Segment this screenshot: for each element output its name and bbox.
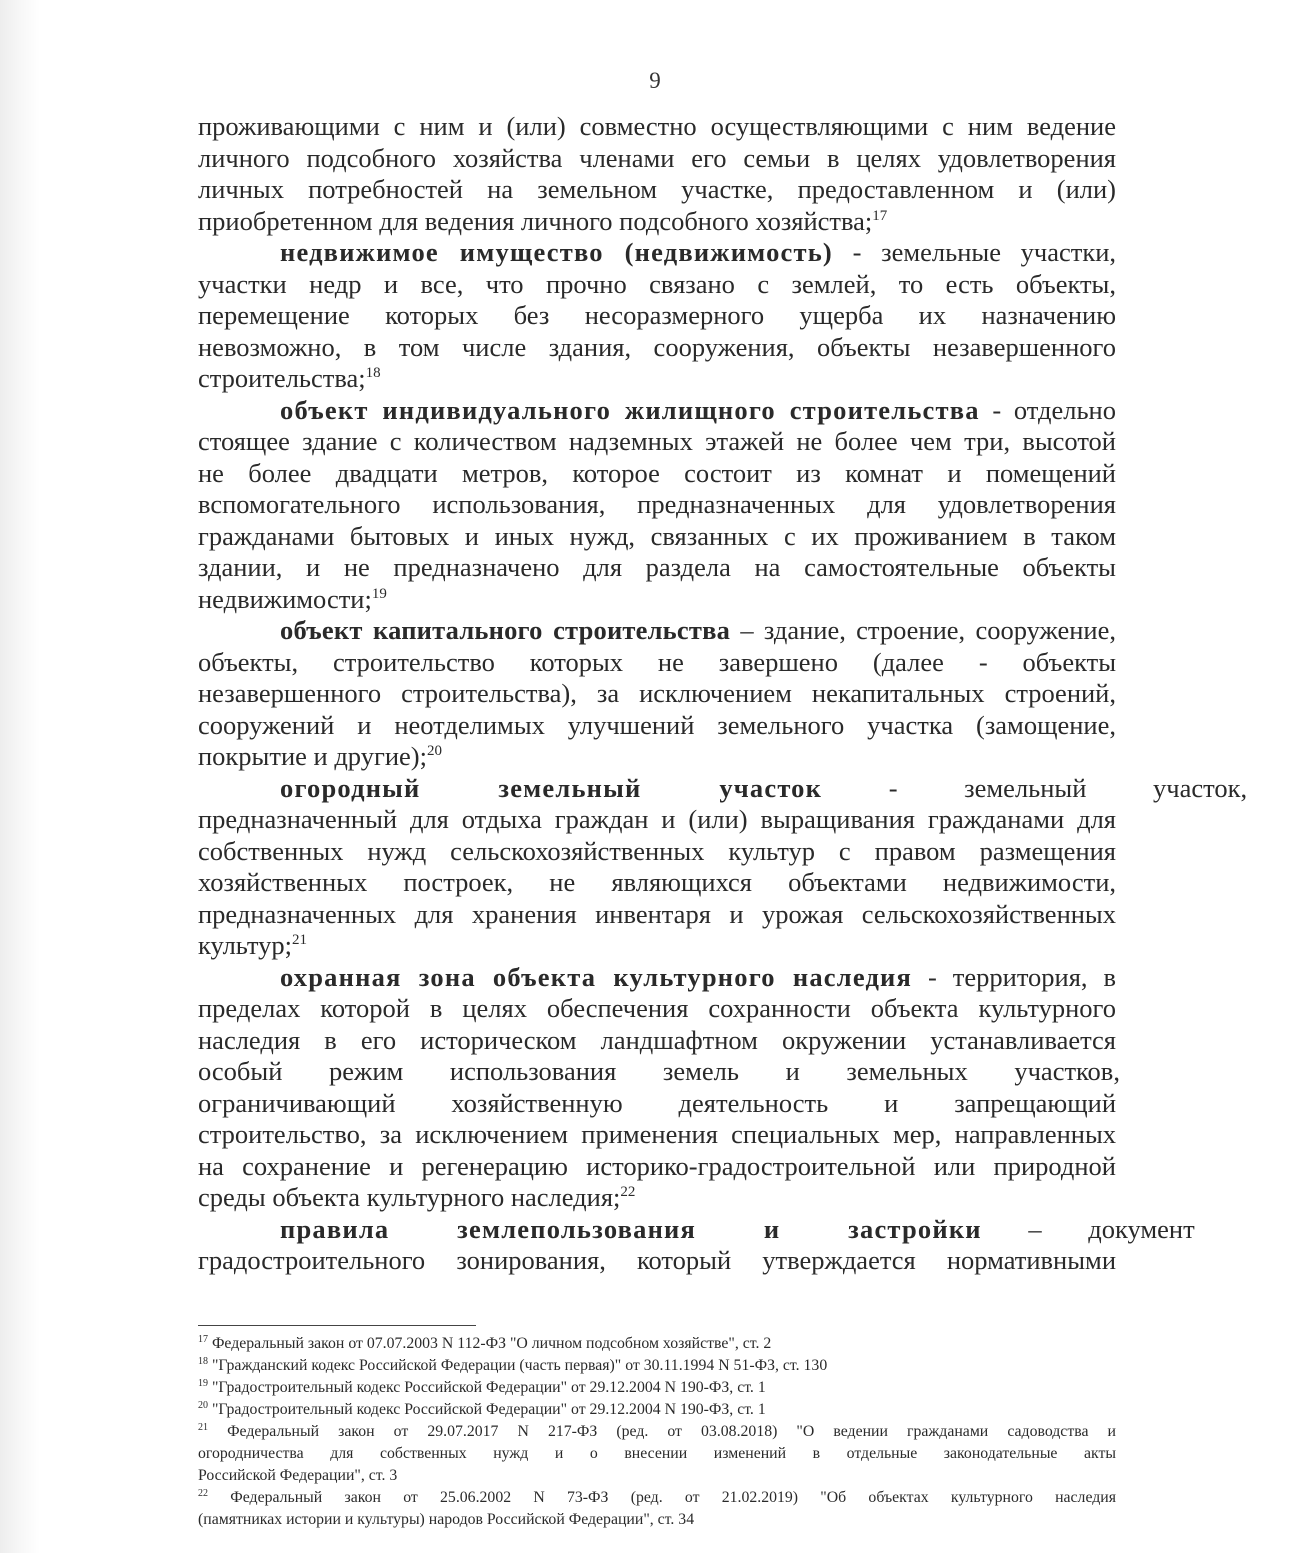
footnote xyxy=(198,1333,1116,1355)
footnote-text: "Градостроительный кодекс Российской Федерации" от 29.12.2004 N 190-ФЗ, ст. 1 xyxy=(211,1401,766,1418)
text-line: ограничивающий хозяйственную деятельность и запрещающий xyxy=(198,1087,1116,1118)
footnote-ref: 20 xyxy=(426,743,442,759)
defined-term: объект капитального строительства xyxy=(280,615,731,645)
text-line: проживающими с ним и (или) совместно осуществляющими с ним ведение xyxy=(198,111,1116,141)
page-number: 9 xyxy=(649,68,661,93)
footnote-text: "Градостроительный кодекс Российской Федерации" от 29.12.2004 N 190-ФЗ, ст. 1 xyxy=(211,1379,766,1396)
text-line: приобретенном для ведения личного подсобного хозяйства;$^{17}$ xyxy=(198,205,888,236)
text-line: предназначенных для хранения инвентаря и урожая сельскохозяйственных xyxy=(198,898,1116,929)
text-line: гражданами бытовых и иных нужд, связанных с их проживанием в таком xyxy=(198,520,1116,551)
footnote-mark: 17 xyxy=(198,1334,208,1345)
definition-paragraph xyxy=(198,772,1248,962)
text-line: невозможно, в том числе здания, сооружения, объекты незавершенного xyxy=(198,331,1116,362)
footnote-separator xyxy=(198,1325,476,1326)
text-line: среды объекта культурного наследия;$^{22}$ xyxy=(198,1182,636,1212)
footnote-text: Федеральный закон от 29.07.2017 N 217-ФЗ (ред. от 03.08.2018) "О ведении гражданами садоводства и xyxy=(227,1423,1117,1440)
text-line: объект индивидуального жилищного строительства - отдельно xyxy=(280,394,1116,425)
text-line: предназначенный для отдыха граждан и (или) выращивания гражданами для xyxy=(198,804,1116,834)
footnote-text: Федеральный закон от 07.07.2003 N 112-ФЗ "О личном подсобном хозяйстве", ст. 2 xyxy=(211,1335,772,1352)
text-line: особый режим использования земель и земельных участков, xyxy=(198,1056,1120,1086)
footnote-ref: 17 xyxy=(872,207,888,224)
footnote-ref: 19 xyxy=(371,585,387,602)
defined-term: огородный земельный участок xyxy=(280,772,823,803)
footnote-ref: 22 xyxy=(620,1184,636,1200)
defined-term: правила землепользования и застройки xyxy=(280,1213,982,1244)
footnote-text: "Гражданский кодекс Российской Федерации (часть первая)" от 30.11.1994 N 51-ФЗ, ст. 130 xyxy=(211,1357,828,1374)
text-line: недвижимое имущество (недвижимость) - земельные участки, xyxy=(280,237,1116,267)
footnote-mark: 21 xyxy=(198,1422,208,1433)
footnote-text: (памятниках истории и культуры) народов Российской Федерации", ст. 34 xyxy=(198,1511,695,1528)
scan-shadow xyxy=(0,0,40,1553)
footnote-text: Российской Федерации", ст. 3 xyxy=(198,1467,398,1484)
footnote xyxy=(198,1355,1116,1377)
paragraph-continuation xyxy=(198,111,1116,237)
text-line: огородный земельный участок - земельный участок, xyxy=(280,772,1248,803)
text-line: стоящее здание с количеством надземных этажей не более чем три, высотой xyxy=(198,426,1116,456)
definition-paragraph xyxy=(198,395,1116,616)
footnote-ref: 18 xyxy=(365,365,381,381)
text-line: объект капитального строительства – здание, строение, сооружение, xyxy=(280,615,1116,645)
text-line: здании, и не предназначено для раздела на самостоятельные объекты xyxy=(198,552,1116,582)
text-line: культур;$^{21}$ xyxy=(198,930,307,960)
document-body xyxy=(198,111,1248,1277)
text-line: участки недр и все, что прочно связано с землей, то есть объекты, xyxy=(198,268,1116,299)
text-line: сооружений и неотделимых улучшений земельного участка (замощение, xyxy=(198,709,1116,740)
footnote-text: огородничества для собственных нужд и о внесении изменений в отдельные законодательные акты xyxy=(198,1445,1116,1462)
footnote-mark: 20 xyxy=(198,1400,208,1411)
footnotes xyxy=(198,1325,1116,1531)
text-line: недвижимости;$^{19}$ xyxy=(198,583,387,614)
text-line: незавершенного строительства), за исключением некапитальных строений, xyxy=(198,678,1116,708)
text-line: покрытие и другие);$^{20}$ xyxy=(198,741,442,771)
defined-term: охранная зона объекта культурного наследия xyxy=(280,961,913,992)
defined-term: объект индивидуального жилищного строительства xyxy=(280,394,980,425)
footnote-mark: 19 xyxy=(198,1378,208,1389)
definition-paragraph xyxy=(198,961,1120,1214)
definition-paragraph xyxy=(198,615,1116,773)
definition-paragraph xyxy=(198,1213,1195,1277)
text-line: строительство, за исключением применения специальных мер, направленных xyxy=(198,1119,1116,1149)
text-line: личных потребностей на земельном участке, предоставленном и (или) xyxy=(198,174,1116,204)
text-line: правила землепользования и застройки – документ xyxy=(280,1213,1195,1244)
text-line: пределах которой в целях обеспечения сохранности объекта культурного xyxy=(198,993,1116,1023)
footnote-text: Федеральный закон от 25.06.2002 N 73-ФЗ (ред. от 21.02.2019) "Об объектах культурного наследия xyxy=(230,1489,1117,1506)
text-line: собственных нужд сельскохозяйственных культур с правом размещения xyxy=(198,835,1116,866)
text-line: перемещение которых без несоразмерного ущерба их назначению xyxy=(198,300,1116,330)
text-line: строительства;$^{18}$ xyxy=(198,363,381,393)
text-line: хозяйственных построек, не являющихся объектами недвижимости, xyxy=(198,867,1116,897)
definition-paragraph xyxy=(198,237,1116,395)
footnote-mark: 18 xyxy=(198,1356,208,1367)
footnote-mark: 22 xyxy=(198,1488,208,1499)
footnote xyxy=(198,1421,1116,1487)
footnote xyxy=(198,1399,1116,1421)
footnote xyxy=(198,1487,1116,1531)
text-line: объекты, строительство которых не завершено (далее - объекты xyxy=(198,646,1116,677)
text-line: охранная зона объекта культурного наследия - территория, в xyxy=(280,961,1117,992)
text-line: вспомогательного использования, предназначенных для удовлетворения xyxy=(198,489,1116,519)
text-line: градостроительного зонирования, который утверждается нормативными xyxy=(198,1245,1116,1275)
text-line: наследия в его историческом ландшафтном окружении устанавливается xyxy=(198,1024,1116,1055)
footnote-ref: 21 xyxy=(291,932,307,948)
footnote xyxy=(198,1377,1116,1399)
text-line: не более двадцати метров, которое состоит из комнат и помещений xyxy=(198,457,1116,488)
text-line: на сохранение и регенерацию историко-градостроительной или природной xyxy=(198,1150,1116,1181)
defined-term: недвижимое имущество (недвижимость) xyxy=(280,237,833,267)
text-line: личного подсобного хозяйства членами его семьи в целях удовлетворения xyxy=(198,142,1116,173)
